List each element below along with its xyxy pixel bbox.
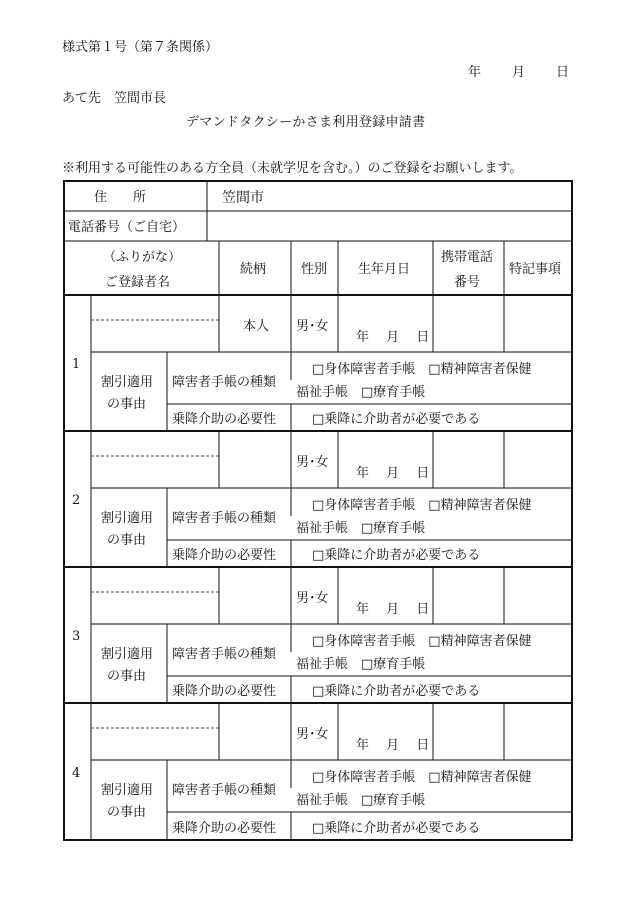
date-year: 年 [468,65,482,80]
disability-options-line1[interactable]: □身体障害者手帳 □精神障害者保健 [312,498,532,513]
discount-reason-label-2: の事由 [107,397,147,412]
registrant-number: 4 [72,766,81,781]
disability-options-line2[interactable]: 福祉手帳 □療育手帳 [296,793,426,808]
header-mobile-1: 携帯電話 [441,250,494,265]
discount-reason-label-1: 割引適用 [101,511,154,526]
registrant-number: 1 [72,357,81,372]
gender-options[interactable]: 男･女 [296,455,329,470]
birth-date-field[interactable]: 年 月 日 [356,738,430,753]
birth-date-field[interactable]: 年 月 日 [356,466,430,481]
header-furigana: （ふりがな） [103,250,182,265]
discount-reason-label-1: 割引適用 [101,375,154,390]
disability-book-type-label: 障害者手帳の種類 [172,511,277,526]
addressee: あて先 笠間市長 [62,91,167,106]
registrant-number: 3 [72,629,81,644]
caregiver-need-label: 乗降介助の必要性 [172,412,277,427]
phone-label: 電話番号（ご自宅） [68,220,186,235]
disability-options-line2[interactable]: 福祉手帳 □療育手帳 [296,657,426,672]
date-day: 日 [556,65,570,80]
caregiver-option[interactable]: □乗降に介助者が必要である [312,548,481,563]
header-name: ご登録者名 [105,275,171,290]
discount-reason-label-2: の事由 [107,669,147,684]
caregiver-need-label: 乗降介助の必要性 [172,548,277,563]
address-value[interactable]: 笠間市 [222,190,264,206]
birth-date-field[interactable]: 年 月 日 [356,330,430,345]
gender-options[interactable]: 男･女 [296,591,329,606]
disability-options-line2[interactable]: 福祉手帳 □療育手帳 [296,385,426,400]
header-relation: 続柄 [240,262,267,277]
header-birthdate: 生年月日 [358,262,411,277]
registrant-number: 2 [72,493,81,508]
registrant-block [72,703,572,840]
form-title: デマンドタクシーかさま利用登録申請書 [186,115,426,130]
registrant-block [64,567,572,703]
gender-options[interactable]: 男･女 [296,319,329,334]
gender-options[interactable]: 男･女 [296,727,329,742]
header-gender: 性別 [301,262,328,277]
caregiver-need-label: 乗降介助の必要性 [172,684,277,699]
discount-reason-label-2: の事由 [107,805,147,820]
caregiver-option[interactable]: □乗降に介助者が必要である [312,821,481,836]
disability-options-line1[interactable]: □身体障害者手帳 □精神障害者保健 [312,634,532,649]
notice-text: ※利用する可能性のある方全員（未就学児を含む。）のご登録をお願いします。 [62,161,523,176]
disability-options-line2[interactable]: 福祉手帳 □療育手帳 [296,521,426,536]
registrant-block [64,431,572,567]
header-mobile-2: 番号 [454,275,481,290]
caregiver-option[interactable]: □乗降に介助者が必要である [312,412,481,427]
discount-reason-label-1: 割引適用 [101,647,154,662]
disability-book-type-label: 障害者手帳の種類 [172,783,277,798]
discount-reason-label-1: 割引適用 [101,783,154,798]
disability-book-type-label: 障害者手帳の種類 [172,375,277,390]
relation-value[interactable]: 本人 [243,319,270,334]
header-notes: 特記事項 [509,262,562,277]
disability-options-line1[interactable]: □身体障害者手帳 □精神障害者保健 [312,362,532,377]
disability-book-type-label: 障害者手帳の種類 [172,647,277,662]
birth-date-field[interactable]: 年 月 日 [356,602,430,617]
discount-reason-label-2: の事由 [107,533,147,548]
registrant-block [64,295,572,431]
date-month: 月 [512,65,526,80]
address-label: 住 所 [94,190,147,205]
disability-options-line1[interactable]: □身体障害者手帳 □精神障害者保健 [312,770,532,785]
caregiver-need-label: 乗降介助の必要性 [172,821,277,836]
caregiver-option[interactable]: □乗降に介助者が必要である [312,684,481,699]
form-number: 様式第１号（第７条関係） [62,40,219,55]
